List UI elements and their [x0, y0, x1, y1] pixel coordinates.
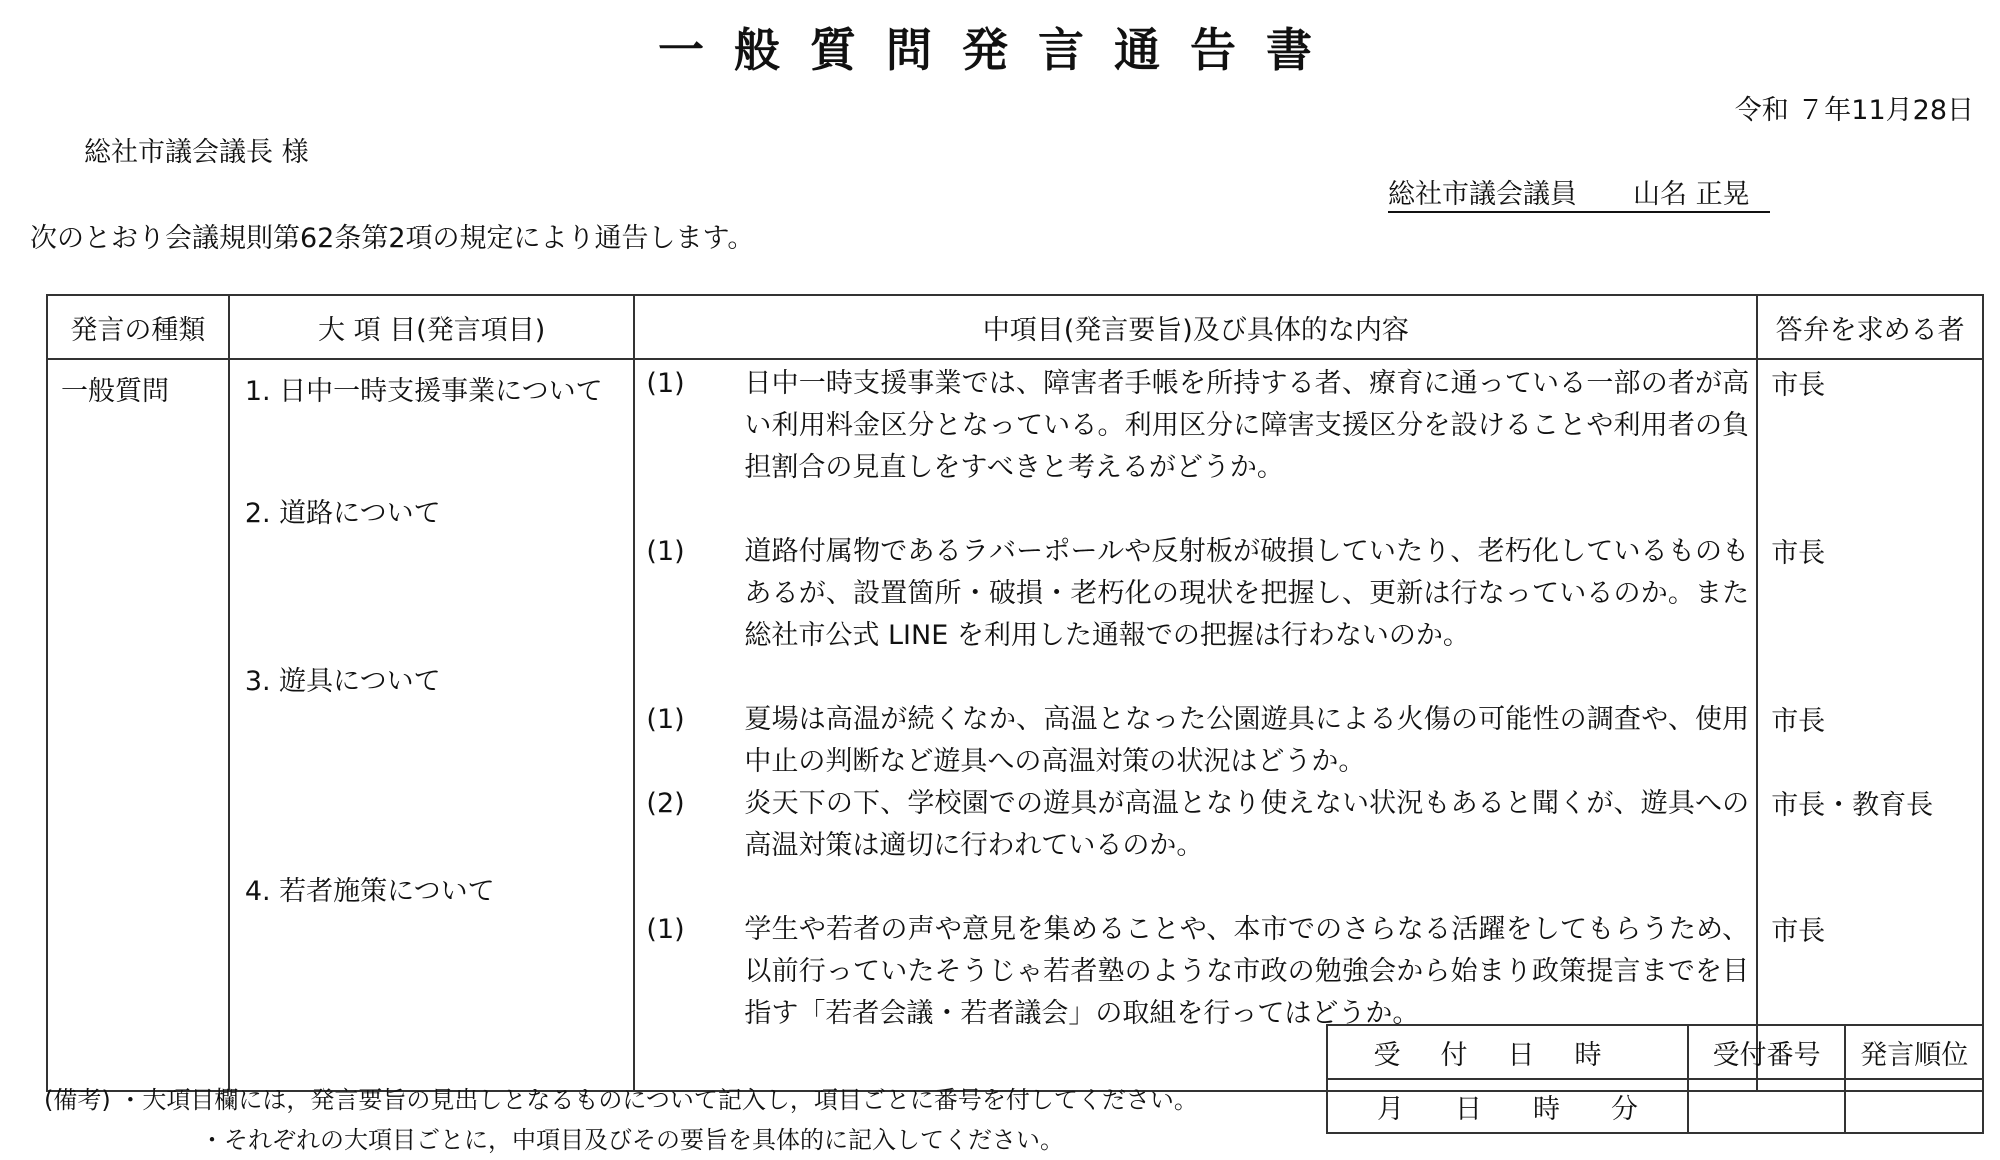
major-item: 3. 遊具について [244, 666, 441, 697]
unit-hour: 時 [1532, 1093, 1560, 1125]
detail-entry [646, 699, 1749, 783]
header-respondent: 答弁を求める者 [1757, 295, 1983, 359]
speech-order-field[interactable] [1845, 1079, 1983, 1133]
speech-type: 一般質問 [61, 376, 169, 407]
receipt-number-label: 受付番号 [1688, 1025, 1846, 1079]
respondent: 市長 [1771, 370, 1826, 401]
note-line: ・それぞれの大項目ごとに，中項目及びその要旨を具体的に記入してください。 [200, 1126, 1064, 1154]
receipt-datetime-label: 受付日時 [1327, 1025, 1688, 1079]
detail-entry [646, 783, 1749, 867]
header-major: 大 項 目(発言項目) [229, 295, 635, 359]
receipt-table [1326, 1024, 1984, 1134]
entry-text: 炎天下の下、学校園での遊具が高温となり使えない状況もあると聞くが、遊具への高温対策は適切に行われているのか。 [744, 788, 1750, 861]
notes [44, 1080, 1198, 1160]
detail-entry [646, 531, 1749, 657]
unit-day: 日 [1454, 1093, 1482, 1125]
entry-number: (1) [646, 536, 685, 567]
receipt-datetime-units [1327, 1079, 1688, 1133]
notice-table [46, 294, 1984, 1092]
entry-number: (1) [646, 914, 685, 945]
header-detail: 中項目(発言要旨)及び具体的な内容 [634, 295, 1757, 359]
respondent: 市長 [1771, 916, 1826, 947]
addressee: 総社市議会議長 様 [84, 137, 309, 168]
respondent-column [1757, 359, 1983, 1091]
entry-text: 夏場は高温が続くなか、高温となった公園遊具による火傷の可能性の調査や、使用中止の判断など遊具への高温対策の状況はどうか。 [744, 704, 1750, 777]
speech-order-label: 発言順位 [1845, 1025, 1983, 1079]
entry-number: (1) [646, 704, 685, 735]
major-item: 4. 若者施策について [244, 876, 495, 907]
major-item: 2. 道路について [244, 498, 441, 529]
detail-entry [646, 363, 1749, 489]
respondent: 市長 [1771, 538, 1826, 569]
detail-entry [646, 909, 1749, 1035]
entry-number: (2) [646, 788, 685, 819]
major-column [229, 359, 635, 1091]
date: 令和 ７年11月28日 [1734, 95, 1974, 126]
sender-name: 山名 正晃 [1633, 179, 1750, 210]
type-column [47, 359, 229, 1091]
detail-column [634, 359, 1757, 1091]
unit-minute: 分 [1610, 1093, 1638, 1125]
entry-number: (1) [646, 368, 685, 399]
sender [1388, 172, 1770, 213]
major-item: 1. 日中一時支援事業について [244, 376, 603, 407]
sender-role: 総社市議会議員 [1388, 179, 1577, 210]
respondent: 市長・教育長 [1771, 790, 1934, 821]
header-type: 発言の種類 [47, 295, 229, 359]
note-line: (備考) ・大項目欄には，発言要旨の見出しとなるものについて記入し，項目ごとに番号を付してください。 [44, 1086, 1198, 1114]
receipt-number-field[interactable] [1688, 1079, 1846, 1133]
respondent: 市長 [1771, 706, 1826, 737]
unit-month: 月 [1376, 1093, 1404, 1125]
entry-text: 道路付属物であるラバーポールや反射板が破損していたり、老朽化しているものもあるが、設置箇所・破損・老朽化の現状を把握し、更新は行なっているのか。また総社市公式 LINE を利用した通報での把握は行わないのか。 [744, 536, 1750, 651]
entry-text: 日中一時支援事業では、障害者手帳を所持する者、療育に通っている一部の者が高い利用料金区分となっている。利用区分に障害支援区分を設けることや利用者の負担割合の見直しをすべきと考えるがどうか。 [744, 368, 1750, 483]
page-title: 一般質問発言通告書 [658, 23, 1342, 77]
intro-text: 次のとおり会議規則第62条第2項の規定により通告します。 [30, 223, 755, 254]
entry-text: 学生や若者の声や意見を集めることや、本市でのさらなる活躍をしてもらうため、以前行っていたそうじゃ若者塾のような市政の勉強会から始まり政策提言までを目指す「若者会議・若者議会」の取組を行ってはどうか。 [744, 914, 1750, 1029]
